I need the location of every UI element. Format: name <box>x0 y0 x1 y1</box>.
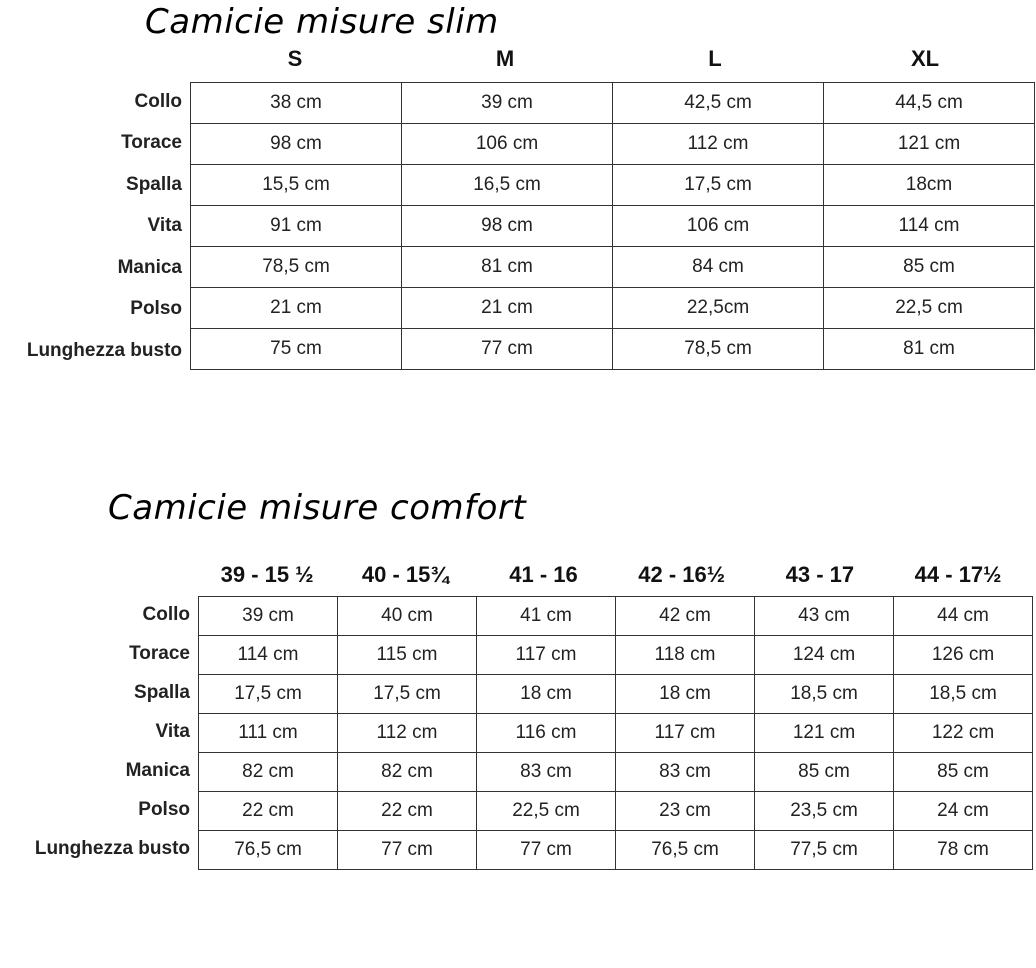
table-cell: 41 cm <box>477 597 616 636</box>
row-label: Collo <box>142 603 190 625</box>
row-label: Spalla <box>134 681 190 703</box>
size-header: S <box>287 46 303 71</box>
table-cell: 18 cm <box>477 675 616 714</box>
size-header: 43 - 17 <box>785 562 855 587</box>
table-cell: 23 cm <box>616 792 755 831</box>
size-header: 40 - 15¾ <box>361 562 449 587</box>
table-cell: 76,5 cm <box>199 831 338 870</box>
table-row <box>199 675 1033 714</box>
table-cell: 83 cm <box>477 753 616 792</box>
table-cell: 21 cm <box>191 288 402 329</box>
table-cell: 117 cm <box>477 636 616 675</box>
row-label: Manica <box>117 256 182 278</box>
table-cell: 85 cm <box>824 247 1035 288</box>
table-row <box>199 714 1033 753</box>
table-row <box>199 831 1033 870</box>
table-cell: 82 cm <box>338 753 477 792</box>
table-cell: 22 cm <box>338 792 477 831</box>
table-cell: 98 cm <box>191 124 402 165</box>
table-cell: 118 cm <box>616 636 755 675</box>
comfort-grid <box>198 596 1033 870</box>
table-cell: 42,5 cm <box>613 83 824 124</box>
row-label: Torace <box>121 132 182 154</box>
table-cell: 85 cm <box>755 753 894 792</box>
table-cell: 76,5 cm <box>616 831 755 870</box>
table-cell: 112 cm <box>338 714 477 753</box>
table-row <box>191 165 1035 206</box>
table-cell: 83 cm <box>616 753 755 792</box>
table-cell: 98 cm <box>402 206 613 247</box>
table-cell: 77 cm <box>338 831 477 870</box>
table-cell: 77,5 cm <box>755 831 894 870</box>
table-cell: 78,5 cm <box>191 247 402 288</box>
table-row <box>191 124 1035 165</box>
table-cell: 106 cm <box>613 206 824 247</box>
table-cell: 39 cm <box>402 83 613 124</box>
table-cell: 78 cm <box>894 831 1033 870</box>
table-row <box>199 753 1033 792</box>
table-cell: 43 cm <box>755 597 894 636</box>
table-cell: 24 cm <box>894 792 1033 831</box>
table-cell: 114 cm <box>199 636 338 675</box>
table-cell: 22,5cm <box>613 288 824 329</box>
table-cell: 78,5 cm <box>613 329 824 370</box>
size-header: 42 - 16½ <box>638 562 726 587</box>
table-cell: 44,5 cm <box>824 83 1035 124</box>
table-cell: 23,5 cm <box>755 792 894 831</box>
table-cell: 111 cm <box>199 714 338 753</box>
row-label: Vita <box>155 720 190 742</box>
table-row <box>191 288 1035 329</box>
table-row <box>199 636 1033 675</box>
table-cell: 121 cm <box>824 124 1035 165</box>
size-header: XL <box>910 46 940 71</box>
table-row <box>191 206 1035 247</box>
table-cell: 18cm <box>824 165 1035 206</box>
table-cell: 81 cm <box>824 329 1035 370</box>
slim-grid <box>190 82 1035 370</box>
table-cell: 81 cm <box>402 247 613 288</box>
table-cell: 16,5 cm <box>402 165 613 206</box>
table-cell: 82 cm <box>199 753 338 792</box>
table-cell: 126 cm <box>894 636 1033 675</box>
table-cell: 112 cm <box>613 124 824 165</box>
table-row <box>191 329 1035 370</box>
table-cell: 21 cm <box>402 288 613 329</box>
table-row <box>199 792 1033 831</box>
row-label: Spalla <box>126 173 182 195</box>
table-cell: 17,5 cm <box>338 675 477 714</box>
table-row <box>191 83 1035 124</box>
size-header: L <box>708 46 722 71</box>
table-cell: 84 cm <box>613 247 824 288</box>
table-cell: 77 cm <box>402 329 613 370</box>
table-cell: 17,5 cm <box>199 675 338 714</box>
size-header: 39 - 15 ½ <box>220 562 314 587</box>
row-label: Collo <box>134 90 182 112</box>
table-cell: 44 cm <box>894 597 1033 636</box>
table-cell: 18,5 cm <box>755 675 894 714</box>
table-cell: 124 cm <box>755 636 894 675</box>
table-cell: 115 cm <box>338 636 477 675</box>
row-label: Polso <box>130 298 182 320</box>
row-label: Lunghezza busto <box>26 339 182 361</box>
size-header: M <box>495 46 515 71</box>
table-cell: 18 cm <box>616 675 755 714</box>
table-row <box>199 597 1033 636</box>
table-cell: 38 cm <box>191 83 402 124</box>
table-cell: 42 cm <box>616 597 755 636</box>
table-cell: 85 cm <box>894 753 1033 792</box>
table-cell: 77 cm <box>477 831 616 870</box>
table-cell: 40 cm <box>338 597 477 636</box>
table-cell: 22,5 cm <box>477 792 616 831</box>
row-label: Lunghezza busto <box>34 837 190 859</box>
table-cell: 17,5 cm <box>613 165 824 206</box>
table-cell: 15,5 cm <box>191 165 402 206</box>
table-cell: 22 cm <box>199 792 338 831</box>
table-cell: 121 cm <box>755 714 894 753</box>
size-header: 44 - 17½ <box>914 562 1002 587</box>
row-label: Manica <box>125 759 190 781</box>
comfort-table-title: Camicie misure comfort <box>108 488 527 528</box>
table-cell: 114 cm <box>824 206 1035 247</box>
table-cell: 39 cm <box>199 597 338 636</box>
table-cell: 18,5 cm <box>894 675 1033 714</box>
table-row <box>191 247 1035 288</box>
row-label: Polso <box>138 798 190 820</box>
row-label: Vita <box>147 215 182 237</box>
table-cell: 122 cm <box>894 714 1033 753</box>
table-cell: 22,5 cm <box>824 288 1035 329</box>
table-cell: 117 cm <box>616 714 755 753</box>
table-cell: 116 cm <box>477 714 616 753</box>
slim-table-title: Camicie misure slim <box>145 2 499 42</box>
table-cell: 75 cm <box>191 329 402 370</box>
row-label: Torace <box>129 642 190 664</box>
size-header: 41 - 16 <box>509 562 578 587</box>
table-cell: 106 cm <box>402 124 613 165</box>
table-cell: 91 cm <box>191 206 402 247</box>
